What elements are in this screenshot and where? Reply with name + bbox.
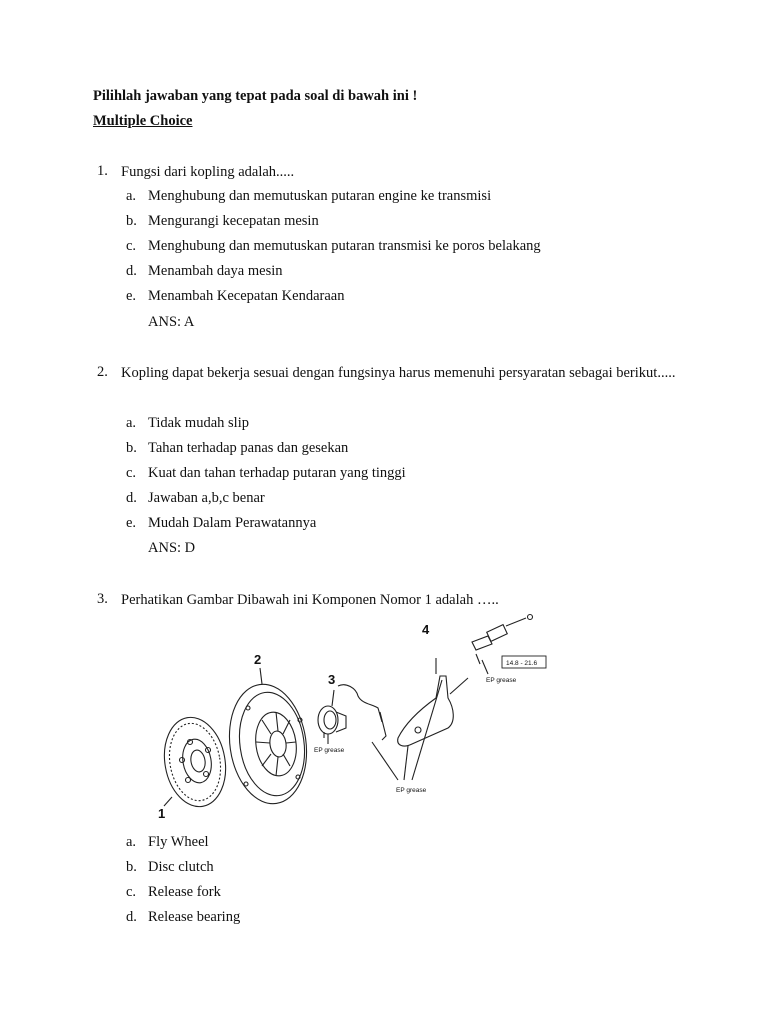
- option-text: Release fork: [148, 884, 221, 900]
- option-letter: d.: [126, 263, 137, 279]
- option-letter: a.: [126, 834, 137, 850]
- option-text: Release bearing: [148, 909, 241, 925]
- question-number: 3.: [97, 591, 108, 607]
- question-text: Perhatikan Gambar Dibawah ini Komponen Nomor 1 adalah …..: [121, 592, 499, 608]
- option-letter: b.: [126, 440, 137, 456]
- option-text: Disc clutch: [148, 859, 214, 875]
- option-text: Jawaban a,b,c benar: [148, 490, 265, 506]
- answer-key: ANS: A: [148, 314, 195, 330]
- option-letter: a.: [126, 188, 137, 204]
- option-letter: c.: [126, 884, 137, 900]
- question-number: 2.: [97, 364, 108, 380]
- option-letter: c.: [126, 465, 137, 481]
- section-heading: Multiple Choice: [93, 113, 193, 129]
- option-text: Tahan terhadap panas dan gesekan: [148, 440, 349, 456]
- option-letter: b.: [126, 213, 137, 229]
- option-letter: d.: [126, 490, 137, 506]
- option-text: Kuat dan tahan terhadap putaran yang tinggi: [148, 465, 406, 481]
- option-text: Menambah Kecepatan Kendaraan: [148, 288, 345, 304]
- part-label-2: 2: [254, 652, 262, 667]
- option-letter: a.: [126, 415, 137, 431]
- question-text: Kopling dapat bekerja sesuai dengan fungsinya harus memenuhi persyaratan sebagai berikut.....: [121, 365, 676, 381]
- grease-label: EP grease: [396, 787, 427, 794]
- option-letter: c.: [126, 238, 137, 254]
- torque-spec-text: 14.8 - 21.6: [506, 660, 538, 667]
- part-label-1: 1: [158, 806, 166, 821]
- option-text: Menambah daya mesin: [148, 263, 283, 279]
- option-text: Tidak mudah slip: [148, 415, 249, 431]
- pressure-plate-drawing: [222, 679, 314, 808]
- question-text: Fungsi dari kopling adalah.....: [121, 164, 295, 180]
- option-text: Mengurangi kecepatan mesin: [148, 213, 319, 229]
- option-text: Menghubung dan memutuskan putaran engine ke transmisi: [148, 188, 492, 204]
- clutch-disc-drawing: [158, 712, 233, 811]
- option-text: Menghubung dan memutuskan putaran transmisi ke poros belakang: [148, 238, 541, 254]
- option-text: Fly Wheel: [148, 834, 209, 850]
- option-letter: d.: [126, 909, 137, 925]
- part-label-4: 4: [422, 622, 430, 637]
- grease-label: EP grease: [486, 677, 517, 684]
- option-letter: b.: [126, 859, 137, 875]
- option-letter: e.: [126, 515, 137, 531]
- question-number: 1.: [97, 163, 108, 179]
- release-fork-drawing: [398, 658, 468, 746]
- answer-key: ANS: D: [148, 540, 196, 556]
- clutch-assembly-diagram: [150, 612, 560, 827]
- instruction-heading: Pilihlah jawaban yang tepat pada soal di bawah ini !: [93, 88, 418, 104]
- release-bearing-drawing: [318, 685, 386, 744]
- option-letter: e.: [126, 288, 137, 304]
- grease-label: EP grease: [314, 747, 345, 754]
- part-label-3: 3: [328, 672, 336, 687]
- option-text: Mudah Dalam Perawatannya: [148, 515, 317, 531]
